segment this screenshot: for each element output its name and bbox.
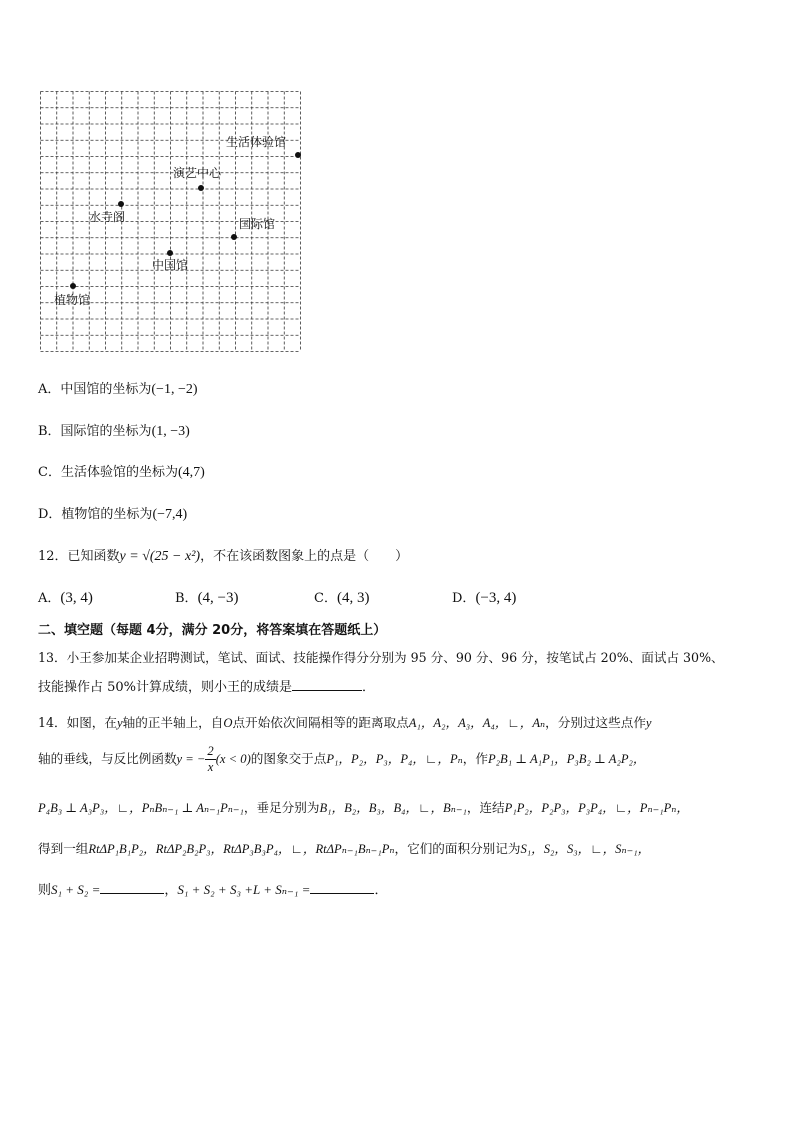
- q14-text: ，连结: [466, 800, 505, 815]
- q11-option-d-coord: (−7,4): [152, 507, 188, 522]
- q14-fraction: [205, 744, 215, 775]
- q14-line2: [38, 744, 646, 775]
- q14-answer-blank-2[interactable]: [310, 881, 374, 894]
- label-water-pavilion: 水寺阁: [89, 210, 126, 224]
- q14-text: ，垂足分别为: [243, 800, 320, 815]
- q14-expression-1: S₁ + S₂ =: [51, 882, 101, 897]
- q14-text: 则: [38, 883, 52, 898]
- q14-a-points: A₁，A₂，A₃，A₄，∟，Aₙ: [408, 716, 546, 730]
- q14-text: ，分别过这些点作: [545, 715, 646, 730]
- q14-expression-2: S₁ + S₂ + S₃ +L + Sₙ₋₁ =: [177, 882, 311, 897]
- q14-y-symbol: y: [117, 716, 123, 730]
- q14-line3: [38, 797, 689, 816]
- dot-china-pavilion: [167, 250, 173, 256]
- q14-p-points: P₁，P₂，P₃，P₄，∟，Pₙ: [326, 752, 463, 766]
- label-plant-pavilion: 植物馆: [54, 293, 91, 307]
- q14-text: 点开始依次间隔相等的距离取点: [232, 715, 409, 730]
- q14-o-symbol: O: [223, 716, 233, 730]
- q14-perpendiculars-cont: P₄B₃ ⊥ A₃P₃，∟，PₙBₙ₋₁ ⊥ Aₙ₋₁Pₙ₋₁: [38, 801, 244, 815]
- q11-option-c-coord: (4,7): [177, 465, 205, 480]
- q12-option-c: [314, 587, 369, 607]
- q14-condition: (x < 0): [215, 752, 251, 766]
- q12-option-a-label: A．: [38, 591, 61, 606]
- q14-fraction-numerator: 2: [207, 744, 214, 758]
- dot-plant-pavilion: [70, 283, 76, 289]
- q14-perpendiculars: P₂B₁ ⊥ A₁P₁，P₃B₂ ⊥ A₂P₂，: [487, 752, 646, 766]
- q13-line2-text: 技能操作占 50%计算成绩，则小王的成绩是: [38, 680, 293, 695]
- dot-intl-pavilion: [231, 234, 237, 240]
- dot-life-center: [295, 152, 301, 158]
- label-performance-center: 演艺中心: [173, 166, 222, 180]
- q12-option-b: [175, 587, 239, 607]
- q14-triangles: RtΔP₁B₁P₂，RtΔP₂B₂P₃，RtΔP₃B₃P₄，∟，RtΔPₙ₋₁Bₙ₋₁Pₙ: [88, 842, 395, 856]
- q11-option-b: [38, 420, 190, 440]
- q14-text: ，: [164, 883, 178, 898]
- q14-function-lhs: y = −: [176, 752, 206, 766]
- q13-line1: 13．小王参加某企业招聘测试，笔试、面试、技能操作得分分别为 95 分、90 分、96 分，按笔试占 20%、面试占 30%、: [38, 650, 724, 665]
- q14-text: 轴的垂线，与反比例函数: [38, 751, 177, 766]
- q11-option-a-text: A．中国馆的坐标为: [38, 382, 152, 397]
- q11-option-c-text: C．生活体验馆的坐标为: [38, 465, 178, 480]
- q14-text: 得到一组: [38, 841, 89, 856]
- q12-stem: [38, 545, 408, 565]
- q14-text: ．: [374, 883, 388, 898]
- q13-line2: [38, 676, 375, 695]
- q11-option-a-coord: (−1, −2): [151, 382, 198, 397]
- label-life-center: 生活体验馆: [226, 135, 287, 149]
- q12-option-c-value: (4, 3): [336, 590, 370, 606]
- q12-options: [38, 587, 738, 607]
- q14-line1: [38, 712, 652, 731]
- q11-option-b-coord: (1, −3): [151, 424, 190, 439]
- q11-option-d: [38, 503, 187, 523]
- q12-option-d: [452, 587, 516, 607]
- q12-option-b-label: B．: [175, 591, 198, 606]
- label-china-pavilion: 中国馆: [152, 258, 189, 272]
- q12-stem-suffix: ，不在该函数图象上的点是（ ）: [200, 549, 409, 564]
- q14-areas: S₁，S₂，S₃，∟，Sₙ₋₁，: [520, 842, 651, 856]
- q14-y-symbol: y: [645, 716, 652, 730]
- q14-segments: P₁P₂，P₂P₃，P₃P₄，∟，Pₙ₋₁Pₙ，: [504, 801, 689, 815]
- q14-text: 的图象交于点: [250, 751, 327, 766]
- coordinate-grid-figure: [40, 91, 300, 351]
- dot-water-pavilion: [118, 201, 124, 207]
- q14-line4: [38, 838, 650, 857]
- q14-text: 轴的正半轴上，自: [122, 715, 224, 730]
- q12-stem-prefix: 12．已知函数: [38, 549, 120, 564]
- q11-option-b-text: B．国际馆的坐标为: [38, 424, 152, 439]
- q14-text: ，作: [462, 751, 488, 766]
- q12-function: y = √(25 − x²): [119, 549, 201, 564]
- q14-text: 14．如图，在: [38, 715, 117, 730]
- q11-option-d-text: D．植物馆的坐标为: [38, 507, 153, 522]
- q12-option-d-label: D．: [452, 591, 476, 606]
- dot-performance-center: [198, 185, 204, 191]
- q11-option-c: [38, 461, 205, 481]
- q12-option-c-label: C．: [314, 591, 337, 606]
- q13-answer-blank[interactable]: [292, 678, 362, 691]
- q14-feet: B₁，B₂，B₃，B₄，∟，Bₙ₋₁: [319, 801, 467, 815]
- q14-text: ，它们的面积分别记为: [394, 841, 521, 856]
- q12-option-d-value: (−3, 4): [475, 590, 517, 606]
- q12-option-a-value: (3, 4): [60, 590, 93, 606]
- q13-line2-end: ．: [362, 680, 376, 695]
- q14-answer-blank-1[interactable]: [100, 881, 164, 894]
- section-heading: 二、填空题（每题 4分，满分 20分，将答案填在答题纸上）: [38, 623, 387, 638]
- q12-option-b-value: (4, −3): [197, 590, 239, 606]
- q14-fraction-denominator: x: [207, 760, 214, 774]
- q11-option-a: [38, 378, 198, 398]
- q12-option-a: [38, 587, 93, 607]
- q14-line5: [38, 879, 387, 898]
- label-intl-pavilion: 国际馆: [239, 217, 276, 231]
